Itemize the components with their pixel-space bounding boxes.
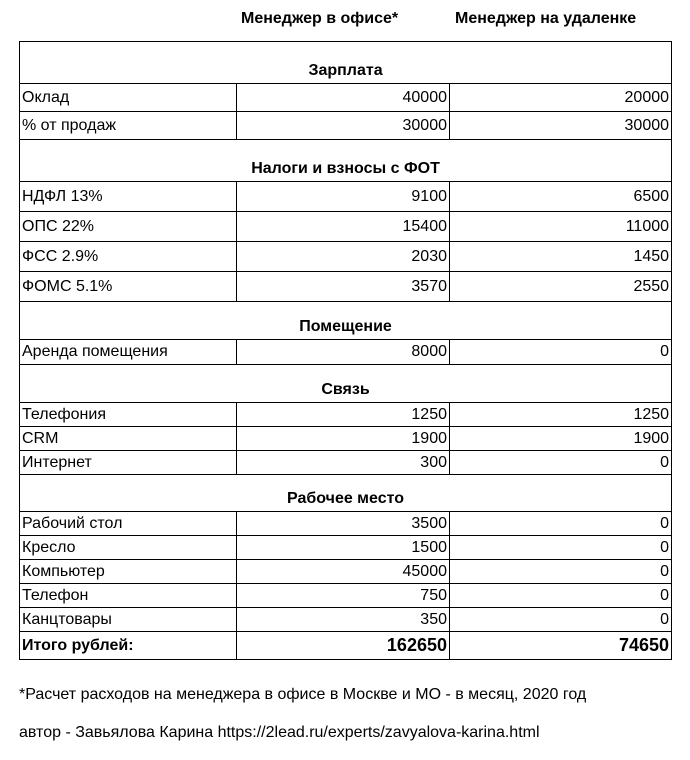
section-title: Рабочее место: [20, 475, 672, 512]
row-label: Компьютер: [20, 560, 237, 584]
remote-value: 0: [450, 512, 672, 536]
remote-value: 11000: [450, 212, 672, 242]
remote-value: 0: [450, 560, 672, 584]
remote-value: 1250: [450, 403, 672, 427]
column-header-office: Менеджер в офисе*: [241, 10, 399, 27]
remote-value: 0: [450, 340, 672, 365]
office-value: 350: [237, 608, 450, 632]
row-label: ФОМС 5.1%: [20, 272, 237, 302]
row-label: Телефония: [20, 403, 237, 427]
row-label: Канцтовары: [20, 608, 237, 632]
table-row: [20, 403, 672, 427]
table-row: [20, 340, 672, 365]
office-value: 9100: [237, 182, 450, 212]
table-row: [20, 427, 672, 451]
table-row: [20, 182, 672, 212]
office-value: 15400: [237, 212, 450, 242]
row-label: Аренда помещения: [20, 340, 237, 365]
office-value: 3570: [237, 272, 450, 302]
table-row: [20, 451, 672, 475]
column-headers: [0, 0, 690, 42]
section-title: Налоги и взносы с ФОТ: [20, 140, 672, 182]
office-value: 45000: [237, 560, 450, 584]
section-title: Связь: [20, 365, 672, 403]
row-label: Оклад: [20, 84, 237, 112]
author-credit: автор - Завьялова Карина https://2lead.ru/experts/zavyalova-karina.html: [19, 724, 540, 741]
row-label: % от продаж: [20, 112, 237, 140]
remote-value: 1450: [450, 242, 672, 272]
remote-value: 0: [450, 608, 672, 632]
row-label: Рабочий стол: [20, 512, 237, 536]
section-title: Помещение: [20, 302, 672, 340]
remote-value: 6500: [450, 182, 672, 212]
office-value: 750: [237, 584, 450, 608]
row-label: ОПС 22%: [20, 212, 237, 242]
table-row: [20, 112, 672, 140]
row-label: Интернет: [20, 451, 237, 475]
remote-value: 0: [450, 451, 672, 475]
column-header-remote: Менеджер на удаленке: [455, 10, 637, 27]
remote-value: 0: [450, 584, 672, 608]
total-office-value: 162650: [237, 632, 450, 660]
remote-value: 1900: [450, 427, 672, 451]
table-row: [20, 608, 672, 632]
office-value: 40000: [237, 84, 450, 112]
section-header-row: [20, 140, 672, 182]
table-row: [20, 536, 672, 560]
section-header-row: [20, 365, 672, 403]
office-value: 1900: [237, 427, 450, 451]
table-row: [20, 84, 672, 112]
footnote: *Расчет расходов на менеджера в офисе в Москве и МО - в месяц, 2020 год: [19, 686, 587, 703]
row-label: Телефон: [20, 584, 237, 608]
cost-comparison-table: [19, 41, 672, 660]
remote-value: 30000: [450, 112, 672, 140]
table-row: [20, 584, 672, 608]
office-value: 300: [237, 451, 450, 475]
section-header-row: [20, 42, 672, 84]
total-label: Итого рублей:: [20, 632, 237, 660]
table-row: [20, 242, 672, 272]
row-label: Кресло: [20, 536, 237, 560]
remote-value: 20000: [450, 84, 672, 112]
table-row: [20, 560, 672, 584]
office-value: 3500: [237, 512, 450, 536]
table-row: [20, 512, 672, 536]
office-value: 30000: [237, 112, 450, 140]
total-row: [20, 632, 672, 660]
office-value: 8000: [237, 340, 450, 365]
total-remote-value: 74650: [450, 632, 672, 660]
section-header-row: [20, 475, 672, 512]
office-value: 1250: [237, 403, 450, 427]
section-header-row: [20, 302, 672, 340]
row-label: CRM: [20, 427, 237, 451]
remote-value: 0: [450, 536, 672, 560]
section-title: Зарплата: [20, 42, 672, 84]
row-label: НДФЛ 13%: [20, 182, 237, 212]
table-row: [20, 212, 672, 242]
office-value: 1500: [237, 536, 450, 560]
table-row: [20, 272, 672, 302]
office-value: 2030: [237, 242, 450, 272]
remote-value: 2550: [450, 272, 672, 302]
row-label: ФСС 2.9%: [20, 242, 237, 272]
